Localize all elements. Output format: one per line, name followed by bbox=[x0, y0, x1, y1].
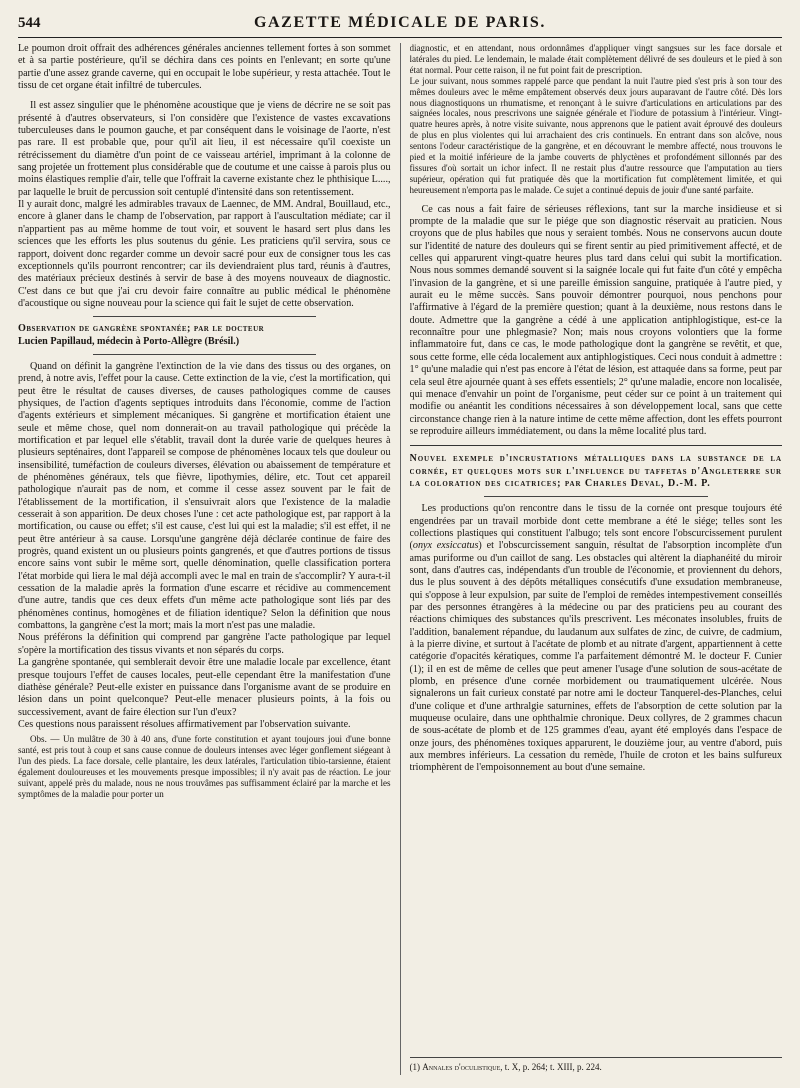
paragraph: Il y aurait donc, malgré les admirables travaux de Laennec, de MM. Andral, Bouillaud, etc., encore à glaner dans le champ de l'observation, par rapport à l'auscultation médiate; car il n'appartient pas au même homme de tout voir, et souvent le hasard sert plus dans les sciences que les efforts les plus soutenus du génie. Les praticiens qu'il servira, sous ce rapport, doivent donc regarder comme un devoir sacré pour eux de consigner tous les cas exceptionnels qu'ils pourront rencontrer; car ils deviendraient plus tard, réunis à d'autres, des matériaux précieux destinés à servir de base à des moyens nouveaux de diagnostic. C'est dans ce but que j'ai cru devoir faire connaître au public médical le phénomène d'acoustique ou signe nouveau pour la science qui fait le sujet de cette observation. bbox=[18, 199, 391, 309]
journal-title: GAZETTE MÉDICALE DE PARIS. bbox=[253, 14, 546, 31]
paragraph: Ce cas nous a fait faire de sérieuses réflexions, tant sur la marche insidieuse et si prompte de la maladie que sur le piége que son diagnostic réservait au praticien. Nous croyons que de plus habiles que nous y seraient tombés. Nous ne conservons aucun doute sur l'identité de nature des douleurs qui se firent sentir au pied primitivement affecté, et de celles qui apparurent vingt-quatre heures plus tard dans celui qui subit la mortification. Nous nous sommes demandé souvent si la saignée locale qui fut faite d'un côté y empêcha l'invasion de la gangrène, et si une pareille émission sanguine, pratiquée à l'autre pied, y aurait eu le même succès. Sans pouvoir démontrer pourquoi, nous penchons pour l'affirmative à l'égard de la première question; quant à la deuxième, nous restons dans le doute. Admettre que la gangrène a cédé à une application antiphlogistique, est-ce la reconnaître pour une phlegmasie? Non; mais nous croyons volontiers que la forme inflammatoire fut, dans ce cas, le mode pathologique dont la gangrène se revêtit, et que, sous cette forme, elle céda localement aux antiphlogistiques. Ceci nous conduit à admettre : 1° qu'une maladie qui n'est pas encore à l'état de lésion, est attaquée dans sa forme, peut par cela seul être ajournée quant à ses effets essentiels; 2° qu'une maladie, encore non localisée, qui menace d'envahir un point de l'organisme, peut céder sur ce point à un traitement qui modifie ou anéantit les conditions nécessaires à son développement local, sans que cette circonstance change rien à la nature intime de cette même affection, dont les effets pourront se reproduire ailleurs immédiatement, ou dans la même localité plus tard. bbox=[409, 203, 783, 437]
text-run: ) et l'obscurcissement sanguin, résultat de l'absorption incomplète d'un amas puriforme ou d'un caillot de sang. Les obstacles qui altèrent la diaphanéité du miroir sont, dans d'autres cas, indépendants d'un trouble de l'économie, et proviennent du dehors, dus le plus souvent à des dépôts métalliques consécutifs d'une exsudation membraneuse, qui s'oppose à leur expulsion, par suite de l'emploi de remèdes intempestivement conseillés par des personnes étrangères à la médecine ou par des praticiens peu au courant des réactions chimiques des substances qu'ils prescrivent. Les méconates insolubles, fruits de l'addition, banalement répandue, du laudanum aux sulfates de zinc, de cuivre, de cadmium, à la pierre divine, et surtout à l'acétate de plomb et au nitrate d'argent, appartiennent à cette catégorie d'opacités kératiques, comme l'a parfaitement démontré M. le docteur F. Cunier (1); il en est de même de celles que peut amener l'usage d'une solution de sous-acétate de plomb, en présence d'une cornée morbidement ou traumatiquement ulcérée. Nous signalerons un fait curieux constaté par notre ami le docteur Tanquerel-des-Planches, celui d'une colique et d'une arthralgie saturnines, effets de l'absorption de cette solution par la muqueuse oculaire, dans une ophthalmie chronique. Deux collyres, de 2 grammes chacun de sous-acétate de plomb et de 125 grammes d'eau, ayant été employés dans l'espace de onze jours, des phénomènes toxiques apparurent, le douzième jour, au ventre d'abord, puis aux membres inférieurs. La cessation du remède, l'huile de croton et les bains sulfureux triomphèrent de l'empoisonnement au bout d'une semaine. bbox=[409, 540, 783, 774]
footnote-number: (1) bbox=[409, 1062, 420, 1072]
paragraph: diagnostic, et en attendant, nous ordonnâmes d'appliquer vingt sangsues sur les face dorsale et latérales du pied. Le lendemain, le malade était complètement délivré de ses douleurs et le pied à son état normal. Pour cette raison, il ne fut point fait de prescription. bbox=[409, 43, 783, 75]
text-run: Les productions qu'on rencontre dans le tissu de la cornée ont presque toujours été engendrées par un travail morbide dont cette membrane a été le siége; telles sont les collections plastiques qui constituent l'albugo; tels sont encore l'obscurcissement purulent ( bbox=[409, 503, 783, 552]
paragraph: Ces questions nous paraissent résolues affirmativement par l'observation suivante. bbox=[18, 718, 351, 730]
case-observation bbox=[18, 734, 391, 799]
column-rule bbox=[400, 43, 401, 1075]
paragraph: Le poumon droit offrait des adhérences générales anciennes tellement fortes à son sommet et à sa partie postérieure, qu'il se déchira dans ces points en l'enlevant; en sorte qu'une partie d'une assez grande caverne, qui en occupait le lobe supérieur, y resta attachée. Tout le tissu de cet organe était infiltré de tubercules. bbox=[18, 43, 391, 92]
paragraph: Obs. — Un mulâtre de 30 à 40 ans, d'une forte constitution et ayant toujours joui d'une bonne santé, est pris tout à coup et sans cause connue de douleurs intenses avec léger gonflement siégeant à l'un des pieds. La face dorsale, celle plantaire, les deux latérales, l'articulation tibio-tarsienne, étaient également douloureuses et les mouvements presque impossibles; il n'y avait pas de réaction. Le jour suivant, appelé près du malade, nous ne nous trouvâmes pas suffisamment éclairé par la marche et les symptômes de la maladie pour porter un bbox=[18, 734, 391, 799]
paragraph: Nous préférons la définition qui comprend par gangrène l'acte pathologique par lequel s'opère la mortification des tissus vivants et non séparés du corps. bbox=[18, 632, 391, 656]
article-title-line-2: Lucien Papillaud, médecin à Porto-Allègre (Brésil.) bbox=[18, 335, 240, 347]
two-column-body bbox=[18, 43, 782, 1075]
section-divider bbox=[93, 316, 317, 317]
paragraph: Il est assez singulier que le phénomène acoustique que je viens de décrire ne se soit pas présenté à d'autres observateurs, si l'on considère que l'existence de vastes excavations tuberculeuses dans le poumon gauche, et par conséquent dans le voisinage de l'aorte, n'est pas rare. Il est probable que, pour qu'il ait lieu, il est nécessaire qu'il coexiste un rétrécissement du diamètre d'un point de ce vaisseau artériel, imprimant à la colonne de sang projetée un frottement plus considérable que de coutume et une caisse à parois plus ou moins élastiques remplie d'air, telle que l'offrait la caverne existante chez le phthisique L...., par laquelle le bruit de percussion soit centuplé d'intensité dans son retentissement. bbox=[18, 100, 391, 198]
article-title-line-1: Observation de gangrène spontanée; par le docteur bbox=[18, 323, 265, 335]
footnote-reference: , t. X, p. 264; t. XIII, p. 224. bbox=[500, 1062, 602, 1072]
paragraph: La gangrène spontanée, qui semblerait devoir être une maladie locale par excellence, étant presque toujours l'effet de causes locales, peut-elle cependant être la manifestation d'une diathèse générale? Peut-elle exister en puissance dans l'organisme avant de se produire en lésion dans un point quelconque? Peut-elle menacer plusieurs points, à la fois ou successivement, avant de faire élection sur l'un d'eux? bbox=[18, 657, 391, 718]
italic-term: onyx exsiccatus bbox=[412, 540, 479, 552]
page-header bbox=[18, 14, 782, 38]
section-divider bbox=[93, 354, 317, 355]
right-column bbox=[410, 43, 783, 1075]
left-column bbox=[18, 43, 391, 1075]
paragraph: Quand on définit la gangrène l'extinction de la vie dans des tissus ou des organes, on prend, à notre avis, l'effet pour la cause. Cette extinction de la vie, c'est la mortification, qui peut être le résultat de causes diverses, de causes pathologiques comme de causes physiques, de l'action d'agents septiques introduits dans l'économie, comme de l'action d'agents extérieurs et simplement mécaniques. Si gangrène et mortification étaient une seule et même chose, quel nom donnerait-on au travail pathologique qui précède la mortification et par lequel elle s'établit, travail dont la durée varie de quelques heures à plusieurs septénaires, dont l'appareil se compose de phénomènes locaux tels que douleur ou insensibilité, tuméfaction de couleurs diverses, élévation ou abaissement de température et de phénomènes généraux, tels que fièvre, lipothymies, délire, etc. Tout cet appareil pathologique n'aurait pas de nom, et comme il cesse assez souvent par le fait de l'établissement de la mortification, il s'ensuivrait alors que l'existence de la maladie cesserait à son apparition. De deux choses l'une : cet acte pathologique est, par rapport à la mortification, ou cause ou effet; s'il est cause, c'est lui qui est la maladie; s'il est effet, il ne peut être antérieur à sa cause. Lorsqu'une gangrène déjà déclarée continue de faire des progrès, quand existent un ou plusieurs points gangrenés, et que d'autres portions de tissus encore sains vont subir le même sort, quelle dénomination, quelle classification portera l'état morbide qui liera le mal déjà accompli avec le mal en train de s'accomplir? Y aura-t-il cessation de la maladie après la formation d'une escarre et récidive au commencement d'une autre, tandis que ces deux effets d'un même acte pathologique sont liés par des phénomènes continus, homogènes et de filiation identique? Selon la définition que nous combattons, la gangrène c'est la mort; mais la mort n'est pas une maladie. bbox=[18, 360, 391, 632]
article-title: Nouvel exemple d'incrustations métalliques dans la substance de la cornée, et quelques mots sur l'influence du taffetas d'Angleterre sur la coloration des cicatrices; par Charles Deval, D.-M. P. bbox=[409, 453, 783, 489]
footnote bbox=[410, 1057, 783, 1073]
article-title bbox=[18, 323, 391, 348]
section-divider bbox=[410, 445, 783, 446]
section-divider bbox=[484, 496, 708, 497]
paragraph bbox=[410, 503, 783, 775]
case-observation-continued bbox=[410, 43, 783, 196]
page-number: 544 bbox=[18, 15, 41, 31]
footnote-source: Annales d'oculistique bbox=[422, 1062, 501, 1072]
paragraph: Le jour suivant, nous sommes rappelé parce que pendant la nuit l'autre pied s'est pris à son tour des mêmes douleurs avec le même empâtement observés deux jours auparavant de l'autre côté. Dès lors nous diagnostiquons un rhumatisme, et renonçant à le suivre d'articulations en articulations par des saignées locales, nous prescrivons une saignée générale et l'iodure de potassium à l'intérieur. Vingt-quatre heures après, à notre visite suivante, nous apprenons que le patient avait éprouvé des douleurs de plus en plus violentes qui lui arrachaient des cris continuels. En entrant dans son alcôve, nous sentons l'odeur caractéristique de la gangrène, et en découvrant le membre affecté, nous trouvons le pied et la moitié inférieure de la jambe couverts de phlyctènes et profondément sillonnés par des fissures d'où sortait un ichor infect. Il ne restait plus d'autre ressource que l'amputation au tiers supérieur, opération qui fut pratiquée dès que la mortification fut complètement limitée, et qui heureusement n'emporta pas le malade. Ce sujet a continué depuis de jouir d'une santé parfaite. bbox=[409, 75, 783, 195]
